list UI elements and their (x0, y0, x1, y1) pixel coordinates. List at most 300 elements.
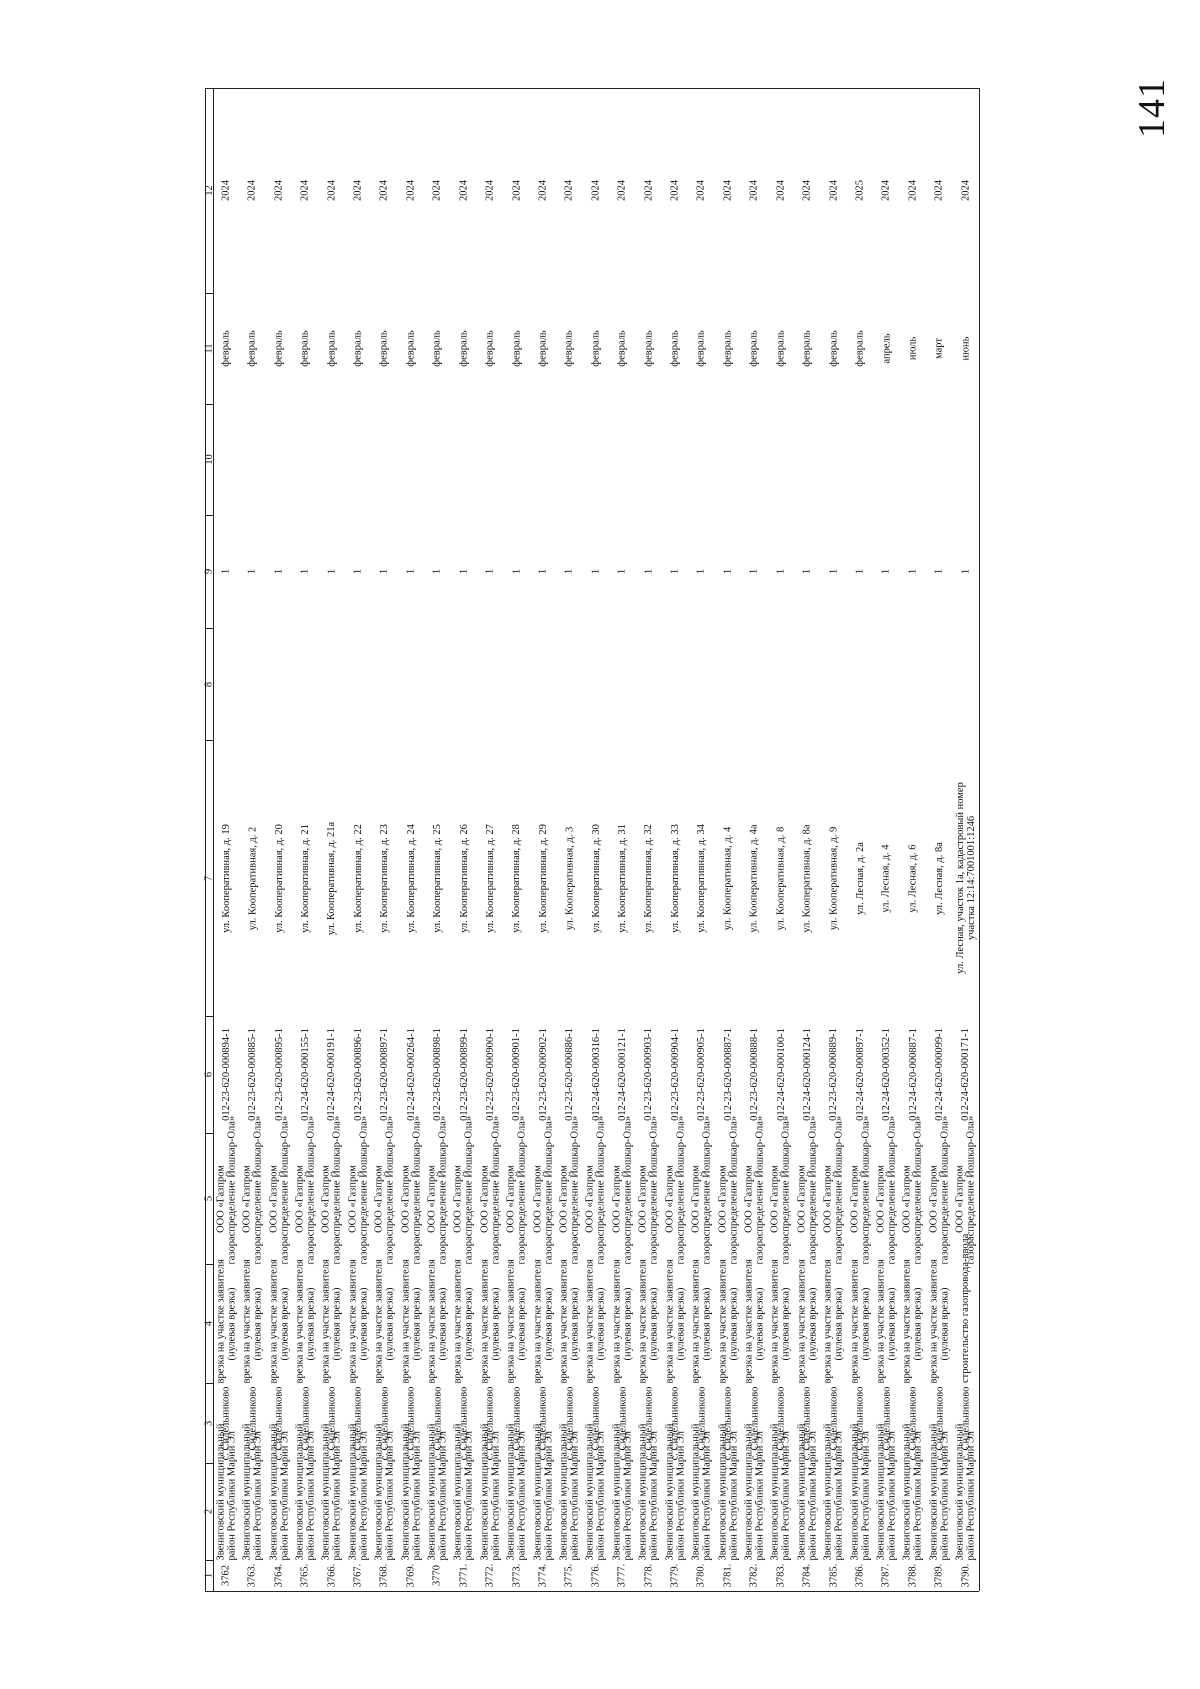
organization-cell-text (849, 1115, 872, 1264)
organization-cell-text (743, 1115, 766, 1264)
month-cell-text (564, 330, 575, 366)
settlement-cell (953, 1383, 979, 1463)
year-cell (424, 88, 450, 293)
year-cell (451, 88, 477, 293)
month-cell-line: февраль (775, 330, 787, 367)
organization-cell-text (452, 1115, 475, 1264)
address-cell (371, 740, 397, 1016)
work-type-cell-line: (нулевая врезка) (569, 1287, 581, 1360)
quantity-cell-line: 1 (379, 568, 391, 575)
address-cell-line: ул. Лесная, д. 6 (907, 843, 919, 913)
column-8-cell (504, 628, 530, 740)
work-type-cell-line: (нулевая врезка) (463, 1287, 475, 1360)
organization-cell-line: ООО «Газпром (373, 1164, 385, 1233)
work-type-cell-line: врезка на участке заявителя (690, 1258, 702, 1383)
work-type-cell-line: (нулевая врезка) (886, 1287, 898, 1360)
row-number-text (406, 1562, 417, 1588)
row-number (609, 1560, 635, 1591)
month-cell-line: июнь (960, 336, 972, 361)
quantity-cell (821, 515, 847, 628)
organization-cell-line: газораспределение Йошкар-Ола» (384, 1115, 396, 1264)
quantity-cell-line: 1 (299, 568, 311, 575)
district-cell-line: Звениговский муниципальный (373, 1423, 385, 1560)
organization-cell-text (611, 1115, 634, 1264)
organization-cell-text (268, 1115, 291, 1264)
organization-cell-line: газораспределение Йошкар-Ола» (437, 1115, 449, 1264)
address-cell-line: ул. Кооперативная, д. 27 (484, 823, 496, 933)
settlement-cell-line: с. Сидельниково (405, 1386, 417, 1460)
month-cell (398, 293, 424, 404)
column-header-9 (205, 515, 213, 628)
quantity-cell (953, 515, 979, 628)
address-cell (451, 740, 477, 1016)
work-type-cell (239, 1258, 265, 1383)
district-cell-line: Звениговский муниципальный (928, 1423, 940, 1560)
work-type-cell-line: врезка на участке заявителя (241, 1258, 253, 1383)
quantity-cell-line: 1 (907, 568, 919, 575)
district-cell-line: район Республики Марий Эл (569, 1430, 581, 1560)
organization-cell-line: ООО «Газпром (796, 1164, 808, 1233)
work-type-cell-line: врезка на участке заявителя (796, 1258, 808, 1383)
address-cell-text (802, 824, 813, 932)
work-type-cell-line: (нулевая врезка) (305, 1287, 317, 1360)
work-type-cell-line: врезка на участке заявителя (849, 1258, 861, 1383)
settlement-cell (530, 1383, 556, 1463)
address-cell-text (907, 844, 918, 912)
settlement-cell (662, 1383, 688, 1463)
work-type-cell-line: врезка на участке заявителя (822, 1258, 834, 1383)
organization-cell-line: ООО «Газпром (875, 1164, 887, 1233)
month-cell-line: февраль (854, 330, 866, 367)
application-code-cell-line: 012-24-620-000121-1 (616, 1028, 628, 1121)
column-10-cell (847, 404, 873, 515)
settlement-cell-text (353, 1386, 364, 1460)
address-cell-text (855, 842, 866, 915)
month-cell-text (881, 333, 892, 363)
row-number-line: 3767. (352, 1563, 364, 1588)
quantity-cell (715, 515, 741, 628)
column-header-12 (205, 88, 213, 293)
address-cell (345, 740, 371, 1016)
district-cell-line: Звениговский муниципальный (479, 1423, 491, 1560)
year-cell (847, 88, 873, 293)
year-cell-line: 2024 (801, 180, 813, 201)
month-cell-line: февраль (458, 330, 470, 367)
district-cell-line: район Республики Марий Эл (279, 1430, 291, 1560)
quantity-cell (794, 515, 820, 628)
settlement-cell-line: с. Сидельниково (933, 1386, 945, 1460)
district-cell-line: район Республики Марий Эл (331, 1430, 343, 1560)
district-cell-line: район Республики Марий Эл (807, 1430, 819, 1560)
column-8-cell (292, 628, 318, 740)
year-cell-text (538, 177, 549, 203)
year-cell-text (432, 177, 443, 203)
organization-cell-text (558, 1115, 581, 1264)
month-cell (741, 293, 767, 404)
application-code-cell (953, 1016, 979, 1133)
organization-cell (662, 1115, 688, 1264)
application-code-cell-text (643, 1028, 654, 1121)
table-border-right (979, 88, 980, 1591)
address-cell (609, 740, 635, 1016)
quantity-cell (741, 515, 767, 628)
address-cell (741, 740, 767, 1016)
organization-cell (636, 1115, 662, 1264)
district-cell-line: Звениговский муниципальный (901, 1423, 913, 1560)
row-number (768, 1560, 794, 1591)
month-cell-text (749, 330, 760, 366)
work-type-cell (477, 1258, 503, 1383)
settlement-cell (794, 1383, 820, 1463)
settlement-cell-line: с. Сидельниково (881, 1386, 893, 1460)
quantity-cell-line: 1 (590, 568, 602, 575)
work-type-cell-line: врезка на участке заявителя (452, 1258, 464, 1383)
year-cell-text (300, 177, 311, 203)
column-header-12-line: 12 (203, 185, 215, 196)
month-cell-line: февраль (484, 330, 496, 367)
quantity-cell (477, 515, 503, 628)
address-cell (715, 740, 741, 1016)
organization-cell-text (769, 1115, 792, 1264)
work-type-cell (794, 1258, 820, 1383)
settlement-cell-line: с. Сидельниково (564, 1386, 576, 1460)
column-8-cell (371, 628, 397, 740)
district-cell-line: Звениговский муниципальный (532, 1423, 544, 1560)
month-cell (266, 293, 292, 404)
address-cell (292, 740, 318, 1016)
district-cell-line: район Республики Марий Эл (411, 1430, 423, 1560)
application-code-cell-text (300, 1028, 311, 1121)
address-cell-text (749, 824, 760, 932)
row-number-line: 3775. (564, 1563, 576, 1588)
address-cell (530, 740, 556, 1016)
settlement-cell-text (406, 1386, 417, 1460)
application-code-cell-line: 012-23-620-000897-1 (379, 1028, 391, 1121)
district-cell-line: Звениговский муниципальный (717, 1423, 729, 1560)
organization-cell-line: ООО «Газпром (743, 1164, 755, 1233)
work-type-cell-line: врезка на участке заявителя (294, 1258, 306, 1383)
settlement-cell-line: с. Сидельниково (299, 1386, 311, 1460)
district-cell-line: район Республики Марий Эл (886, 1430, 898, 1560)
month-cell-line: февраль (722, 330, 734, 367)
organization-cell (926, 1115, 952, 1264)
year-cell (319, 88, 345, 293)
quantity-cell-text (379, 558, 390, 584)
application-code-cell-line: 012-24-620-000316-1 (590, 1028, 602, 1121)
column-8-cell (662, 628, 688, 740)
application-code-cell (794, 1016, 820, 1133)
month-cell (873, 293, 899, 404)
application-code-cell (239, 1016, 265, 1133)
month-cell-line: февраль (696, 330, 708, 367)
organization-cell-text (347, 1115, 370, 1264)
quantity-cell-line: 1 (748, 568, 760, 575)
row-number-text (775, 1562, 786, 1588)
quantity-cell-text (828, 558, 839, 584)
row-number-line: 3774. (537, 1563, 549, 1588)
address-cell-line: ул. Лесная, д. 4 (881, 843, 893, 913)
work-type-cell (662, 1258, 688, 1383)
district-cell-line: Звениговский муниципальный (426, 1423, 438, 1560)
organization-cell (398, 1115, 424, 1264)
year-cell-line: 2024 (696, 180, 708, 201)
organization-cell (953, 1115, 979, 1264)
organization-cell-text (637, 1115, 660, 1264)
address-cell-text (775, 826, 786, 930)
work-type-cell (371, 1258, 397, 1383)
year-cell (583, 88, 609, 293)
address-cell-line: ул. Лесная, д. 8а (933, 841, 945, 915)
year-cell-text (907, 177, 918, 203)
settlement-cell-text (934, 1386, 945, 1460)
row-number-text (221, 1562, 232, 1588)
row-number-text (247, 1562, 258, 1588)
settlement-cell (398, 1383, 424, 1463)
column-8-cell (424, 628, 450, 740)
column-8-cell (583, 628, 609, 740)
row-number (424, 1560, 450, 1591)
column-8-cell (609, 628, 635, 740)
district-cell-line: район Республики Марий Эл (965, 1430, 977, 1560)
month-cell-line: февраль (405, 330, 417, 367)
address-cell-line: ул. Кооперативная, д. 31 (616, 823, 628, 933)
row-number-text (538, 1562, 549, 1588)
settlement-cell-text (855, 1386, 866, 1460)
application-code-cell-text (670, 1028, 681, 1121)
work-type-cell-text (452, 1258, 475, 1383)
column-header-3-line: 3 (203, 1420, 215, 1426)
organization-cell-text (584, 1115, 607, 1264)
year-cell (662, 88, 688, 293)
row-number-line: 3788. (907, 1563, 919, 1588)
year-cell-line: 2024 (432, 180, 443, 201)
month-cell-line: февраль (643, 330, 655, 367)
quantity-cell (556, 515, 582, 628)
row-number-line: 3784. (801, 1563, 813, 1588)
column-header-1-line: 1 (203, 1572, 215, 1579)
month-cell-line: февраль (590, 330, 602, 367)
application-code-cell-line: 012-24-620-000171-1 (960, 1028, 972, 1121)
row-number-text (696, 1562, 707, 1588)
application-code-cell-line: 012-23-620-000894-1 (220, 1028, 232, 1121)
year-cell-text (274, 177, 285, 203)
settlement-cell (371, 1383, 397, 1463)
settlement-cell-line: с. Сидельниково (352, 1386, 364, 1460)
work-type-cell-line: врезка на участке заявителя (268, 1258, 280, 1383)
row-number (292, 1560, 318, 1591)
settlement-cell (873, 1383, 899, 1463)
address-cell (556, 740, 582, 1016)
work-type-cell-text (532, 1258, 555, 1383)
organization-cell (583, 1115, 609, 1264)
settlement-cell-text (723, 1386, 734, 1460)
work-type-cell-text (901, 1258, 924, 1383)
settlement-cell (292, 1383, 318, 1463)
address-cell-line: ул. Лесная, участок 1а, кадастровый номер (954, 782, 966, 974)
month-cell (662, 293, 688, 404)
column-10-cell (768, 404, 794, 515)
quantity-cell-text (406, 558, 417, 584)
work-type-cell-line: врезка на участке заявителя (558, 1258, 570, 1383)
row-number (688, 1560, 714, 1591)
organization-cell-line: ООО «Газпром (268, 1164, 280, 1233)
row-number-text (432, 1562, 443, 1588)
address-cell-text (300, 824, 311, 933)
row-number-line: 3765. (299, 1563, 311, 1588)
month-cell-text (274, 330, 285, 366)
work-type-cell-line: (нулевая врезка) (411, 1287, 423, 1360)
address-cell-line: ул. Кооперативная, д. 3 (564, 826, 576, 930)
month-cell-text (670, 330, 681, 366)
month-cell-text (960, 335, 971, 361)
district-cell-line: Звениговский муниципальный (268, 1423, 280, 1560)
year-cell (821, 88, 847, 293)
quantity-cell-text (907, 558, 918, 584)
settlement-cell (504, 1383, 530, 1463)
settlement-cell (609, 1383, 635, 1463)
row-number-text (326, 1562, 337, 1588)
row-number-line: 3786. (854, 1563, 866, 1588)
column-header-7-line: 7 (203, 875, 215, 881)
application-code-cell (319, 1016, 345, 1133)
work-type-cell (688, 1258, 714, 1383)
organization-cell-text (320, 1115, 343, 1264)
month-cell (530, 293, 556, 404)
work-type-cell (873, 1258, 899, 1383)
settlement-cell-text (828, 1386, 839, 1460)
settlement-cell-text (247, 1386, 258, 1460)
quantity-cell-text (775, 558, 786, 584)
quantity-cell (239, 515, 265, 628)
organization-cell-line: ООО «Газпром (215, 1164, 227, 1233)
organization-cell-line: ООО «Газпром (532, 1164, 544, 1233)
settlement-cell-text (432, 1386, 443, 1460)
application-code-cell-text (406, 1028, 417, 1121)
month-cell (609, 293, 635, 404)
organization-cell-line: газораспределение Йошкар-Ола» (807, 1115, 819, 1264)
organization-cell (266, 1115, 292, 1264)
work-type-cell (821, 1258, 847, 1383)
work-type-cell-text (426, 1258, 449, 1383)
row-number (953, 1560, 979, 1591)
organization-cell (847, 1115, 873, 1264)
quantity-cell-text (353, 558, 364, 584)
month-cell-line: февраль (828, 330, 840, 367)
column-header-2-line: 2 (203, 1508, 215, 1515)
row-number-text (802, 1562, 813, 1588)
district-cell-line: район Республики Марий Эл (252, 1430, 264, 1560)
address-cell (847, 740, 873, 1016)
address-cell-text (247, 826, 258, 930)
address-cell (794, 740, 820, 1016)
row-number-line: 3768. (379, 1563, 391, 1588)
year-cell (398, 88, 424, 293)
work-type-cell-text (960, 1233, 972, 1383)
row-number (583, 1560, 609, 1591)
row-number-line: 3772. (484, 1563, 496, 1588)
address-cell (266, 740, 292, 1016)
district-cell-line: Звениговский муниципальный (690, 1423, 702, 1560)
quantity-cell-line: 1 (220, 568, 232, 575)
row-number-line: 3782. (748, 1563, 760, 1588)
organization-cell-text (954, 1115, 977, 1264)
column-10-cell (292, 404, 318, 515)
organization-cell-line: ООО «Газпром (426, 1164, 438, 1233)
address-cell-line: ул. Кооперативная, д. 23 (379, 823, 391, 933)
district-cell-line: Звениговский муниципальный (320, 1423, 332, 1560)
year-cell-text (485, 177, 496, 203)
month-cell-line: июль (907, 336, 919, 361)
quantity-cell-line: 1 (432, 568, 443, 575)
work-type-cell-text (664, 1258, 687, 1383)
organization-cell-line: ООО «Газпром (664, 1164, 676, 1233)
work-type-cell-text (875, 1258, 898, 1383)
application-code-cell (477, 1016, 503, 1133)
column-10-cell (953, 404, 979, 515)
settlement-cell-text (458, 1386, 469, 1460)
application-code-cell-text (432, 1028, 443, 1121)
quantity-cell-text (934, 558, 945, 584)
settlement-cell-line: с. Сидельниково (484, 1386, 496, 1460)
year-cell-text (458, 177, 469, 203)
month-cell (636, 293, 662, 404)
application-code-cell-line: 012-23-620-000887-1 (722, 1028, 734, 1121)
application-code-cell-line: 012-23-620-000902-1 (537, 1028, 549, 1121)
row-number-line: 3762 (220, 1565, 232, 1586)
organization-cell (371, 1115, 397, 1264)
month-cell (504, 293, 530, 404)
row-number-text (511, 1562, 522, 1588)
district-cell-line: Звениговский муниципальный (637, 1423, 649, 1560)
quantity-cell-text (564, 558, 575, 584)
address-cell-line: ул. Кооперативная, д. 22 (352, 823, 364, 933)
year-cell-text (855, 177, 866, 203)
address-cell-text (564, 826, 575, 930)
row-number-text (934, 1562, 945, 1588)
organization-cell-line: газораспределение Йошкар-Ола» (622, 1115, 634, 1264)
month-cell-text (934, 335, 945, 361)
column-header-1 (205, 1560, 213, 1591)
column-header-6 (205, 1016, 213, 1133)
application-code-cell-text (485, 1028, 496, 1121)
organization-cell (821, 1115, 847, 1264)
application-code-cell-line: 012-23-620-000900-1 (484, 1028, 496, 1121)
application-code-cell-text (775, 1028, 786, 1121)
district-cell-line: район Республики Марий Эл (622, 1430, 634, 1560)
row-number-line: 3763. (247, 1563, 259, 1588)
quantity-cell-line: 1 (960, 568, 972, 575)
organization-cell-line: ООО «Газпром (505, 1164, 517, 1233)
settlement-cell-text (274, 1386, 285, 1460)
organization-cell (239, 1115, 265, 1264)
quantity-cell (530, 515, 556, 628)
month-cell-text (590, 330, 601, 366)
work-type-cell (900, 1258, 926, 1383)
row-number (715, 1560, 741, 1591)
quantity-cell (926, 515, 952, 628)
address-cell-text (353, 824, 364, 933)
quantity-cell-line: 1 (828, 568, 840, 575)
address-cell-line: ул. Кооперативная, д. 9 (828, 826, 840, 930)
quantity-cell-text (590, 558, 601, 584)
month-cell-line: февраль (326, 330, 338, 367)
organization-cell-text (928, 1115, 951, 1264)
year-cell-line: 2024 (775, 180, 787, 201)
organization-cell (609, 1115, 635, 1264)
row-number (556, 1560, 582, 1591)
settlement-cell-text (907, 1386, 918, 1460)
column-10-cell (900, 404, 926, 515)
